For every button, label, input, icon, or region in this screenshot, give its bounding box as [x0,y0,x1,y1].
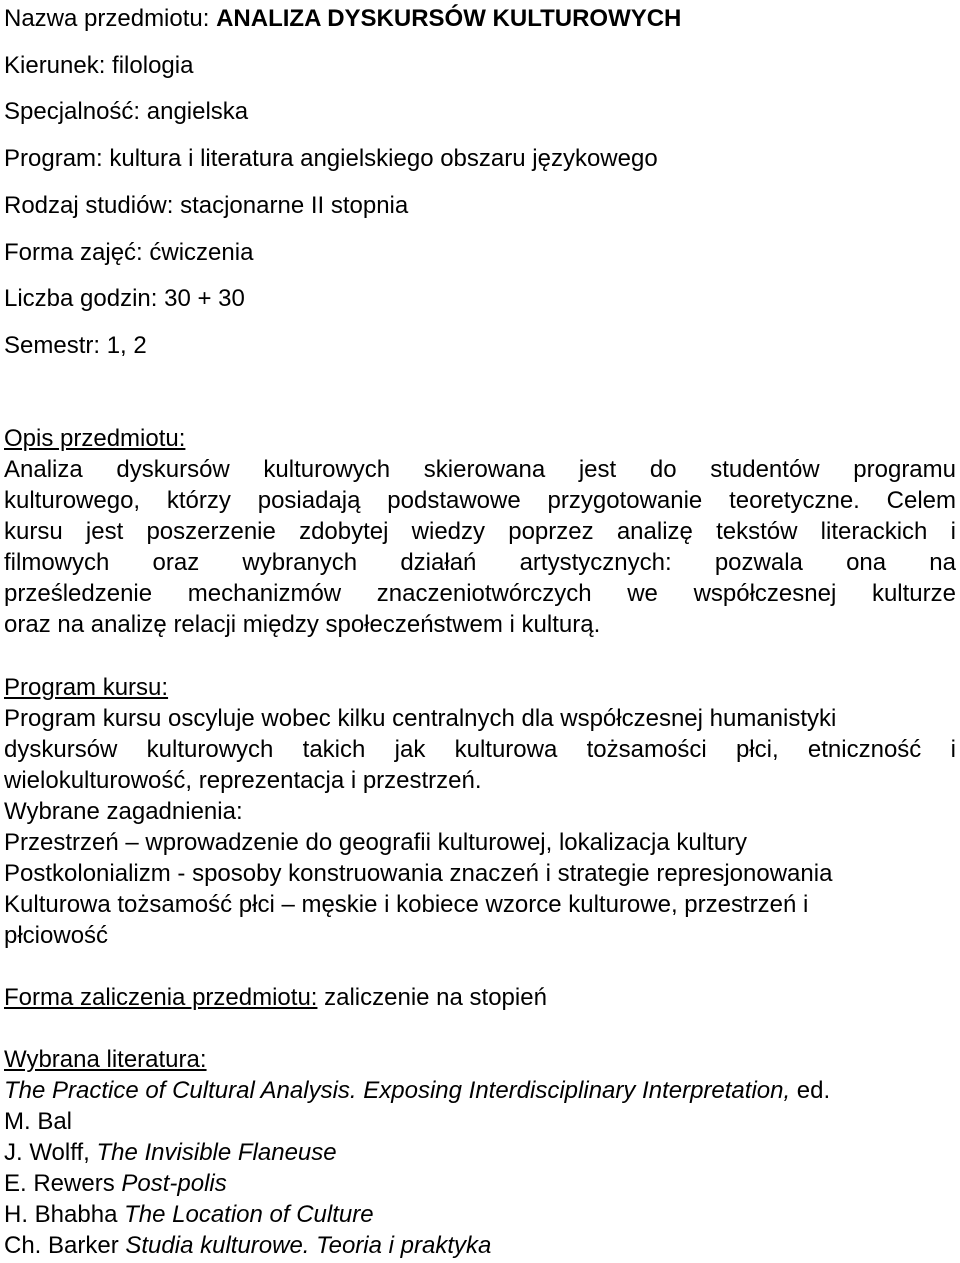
word: tożsamości [586,736,707,763]
book-editor-note: ed. [790,1077,831,1104]
book-title: Studia kulturowe. Teoria i praktyka [125,1232,492,1259]
word: poszerzenie [146,518,276,545]
word: kulturze [871,580,956,607]
word: analizę [616,518,693,545]
topic-item: Przestrzeń – wprowadzenie do geografii kulturowej, lokalizacja kultury [4,829,748,856]
literature-entry-3 [4,1170,227,1198]
literature-entry-4 [4,1201,374,1229]
word: którzy [166,487,231,514]
word: tekstów [716,518,798,545]
description-heading: Opis przedmiotu: [4,425,186,452]
word: na [929,549,956,576]
word: kursu [4,518,63,545]
word: podstawowe [387,487,521,514]
literature-entry-5 [4,1232,491,1260]
word: programu [853,456,956,483]
word: i [950,736,956,763]
book-author: E. Rewers [4,1170,122,1197]
word: Analiza [4,456,83,483]
assessment-value: zaliczenie na stopień [317,984,547,1011]
subject-label: Nazwa przedmiotu: [4,5,217,32]
topic-item: Kulturowa tożsamość płci – męskie i kobiece wzorce kulturowe, przestrzeń i [4,891,809,918]
word: kulturowych [146,736,274,763]
book-author: Ch. Barker [4,1232,126,1259]
topic-item-continuation: płciowość [4,922,109,949]
description-line-5 [4,580,956,608]
topic-item: Postkolonializm - sposoby konstruowania znaczeń i strategie represjonowania [4,860,833,887]
book-author: H. Bhabha [4,1201,125,1228]
word: wiedzy [411,518,486,545]
word: mechanizmów [187,580,342,607]
description-line-1 [4,456,956,484]
word: działań [400,549,477,576]
word: Celem [886,487,956,514]
book-title: Post-polis [121,1170,227,1197]
literature-entry-1-editor: M. Bal [4,1108,73,1135]
book-title: The Location of Culture [124,1201,374,1228]
word: kulturowego, [4,487,141,514]
book-title: The Practice of Cultural Analysis. Exposing Interdisciplinary Interpretation, [4,1077,791,1104]
book-author: J. Wolff, [4,1139,97,1166]
word: jak [394,736,426,763]
word: zdobytej [299,518,389,545]
literature-entry-2 [4,1139,337,1167]
field-line: Kierunek: filologia [4,52,194,79]
word: posiadają [257,487,361,514]
subject-name-line [4,5,681,33]
description-line-4 [4,549,956,577]
semester-line: Semestr: 1, 2 [4,332,147,359]
word: teoretyczne. [729,487,860,514]
word: artystycznych: [519,549,672,576]
program-line: Program: kultura i literatura angielskiego obszaru językowego [4,145,658,172]
word: i [950,518,956,545]
word: znaczeniotwórczych [376,580,592,607]
word: studentów [710,456,820,483]
subject-name: ANALIZA DYSKURSÓW KULTUROWYCH [216,5,682,32]
program-text-line-2 [4,736,956,764]
word: oraz [152,549,200,576]
word: prześledzenie [4,580,153,607]
word: skierowana [423,456,546,483]
program-heading: Program kursu: [4,674,169,701]
word: pozwala [714,549,803,576]
word: takich [302,736,366,763]
hours-line: Liczba godzin: 30 + 30 [4,285,245,312]
word: przygotowanie [547,487,703,514]
word: ona [846,549,887,576]
word: dyskursów [116,456,230,483]
word: literackich [820,518,928,545]
word: płci, [735,736,779,763]
word: współczesnej [693,580,837,607]
word: poprzez [508,518,594,545]
description-last-line: oraz na analizę relacji między społeczeństwem i kulturą. [4,611,601,638]
book-title: The Invisible Flaneuse [96,1139,337,1166]
literature-heading: Wybrana literatura: [4,1046,207,1073]
class-form-line: Forma zajęć: ćwiczenia [4,239,254,266]
topics-heading: Wybrane zagadnienia: [4,798,243,825]
word: jest [85,518,124,545]
study-type-line: Rodzaj studiów: stacjonarne II stopnia [4,192,409,219]
assessment-heading: Forma zaliczenia przedmiotu: [4,984,318,1011]
word: wybranych [242,549,358,576]
program-text-line-1: Program kursu oscyluje wobec kilku centralnych dla współczesnej humanistyki [4,705,837,732]
word: filmowych [4,549,110,576]
word: etniczność [807,736,922,763]
word: do [649,456,677,483]
program-text-line-3: wielokulturowość, reprezentacja i przestrzeń. [4,767,482,794]
word: dyskursów [4,736,118,763]
assessment-line [4,984,547,1012]
description-line-2 [4,487,956,515]
word: jest [578,456,617,483]
word: we [627,580,658,607]
description-line-3 [4,518,956,546]
word: kulturowa [454,736,558,763]
literature-entry-1 [4,1077,830,1105]
word: kulturowych [263,456,391,483]
specialty-line: Specjalność: angielska [4,98,249,125]
